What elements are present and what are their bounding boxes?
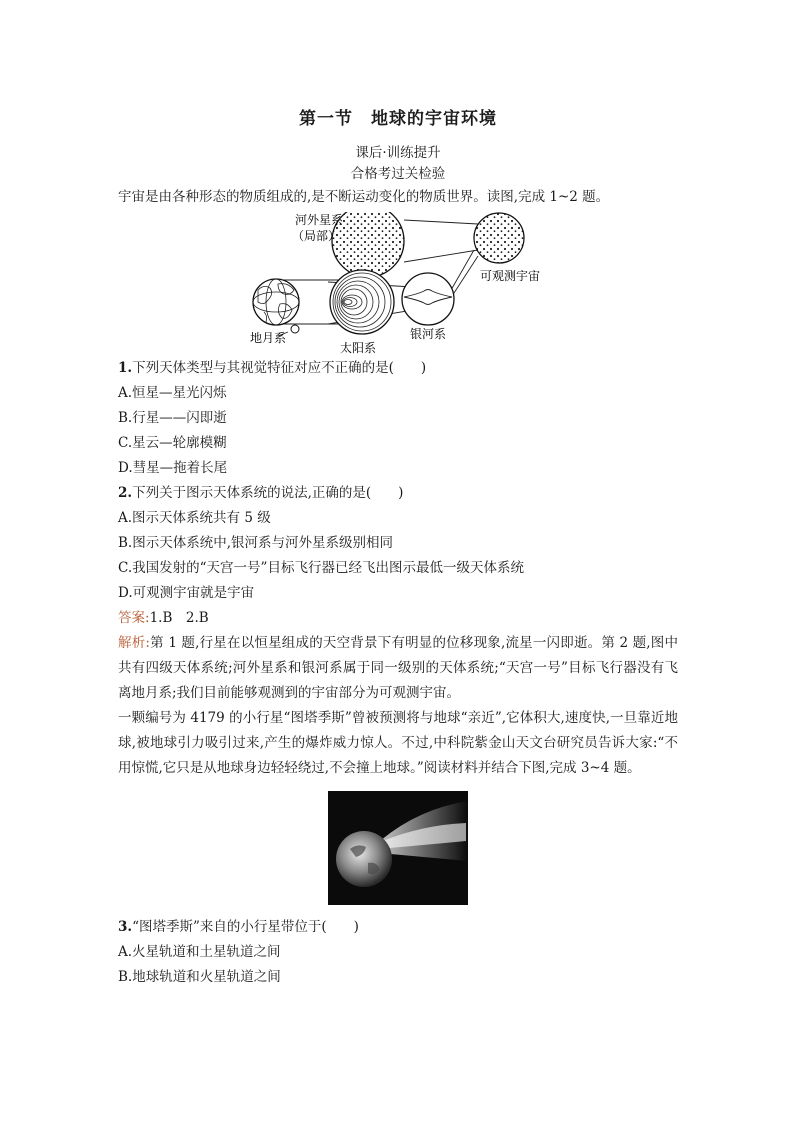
celestial-systems-diagram — [118, 212, 678, 354]
analysis-text: 第 1 题,行星在以恒星组成的天空背景下有明显的位移现象,流星一闪即逝。第 2 题,图中共有四级天体系统;河外星系和银河系属于同一级别的天体系统;“天宫一号”目标飞行器没有飞离地月系;我们目前能够观测到的宇宙部分为可观测宇宙。 — [118, 635, 678, 701]
question-stem: 下列天体类型与其视觉特征对应不正确的是( ) — [132, 360, 427, 376]
answer-text: 1.B 2.B — [149, 610, 209, 626]
answer-line — [118, 606, 678, 631]
question-stem: 下列关于图示天体系统的说法,正确的是( ) — [132, 485, 404, 501]
question-2 — [118, 481, 678, 506]
q3-option-a: A.火星轨道和土星轨道之间 — [118, 944, 281, 960]
question-3 — [118, 915, 678, 940]
q1-option-b: B.行星——闪即逝 — [118, 410, 227, 426]
answer-label: 答案: — [118, 610, 150, 626]
q1-option-d: D.彗星—拖着长尾 — [118, 460, 228, 476]
subtitle-level: 合格考过关检验 — [350, 166, 446, 182]
q1-option-c: C.星云—轮廓模糊 — [118, 435, 227, 451]
q3-option-b: B.地球轨道和火星轨道之间 — [118, 969, 281, 985]
question-1 — [118, 356, 678, 381]
observable-universe-label: 可观测宇宙 — [479, 269, 541, 283]
q1-option-a: A.恒星—星光闪烁 — [118, 385, 227, 401]
q2-option-a: A.图示天体系统共有 5 级 — [118, 510, 271, 526]
asteroid-earth-photo — [328, 791, 468, 905]
subtitle-after-class: 课后·训练提升 — [355, 145, 441, 161]
outer-galaxy-sublabel: （局部） — [291, 229, 340, 243]
solar-system-label: 太阳系 — [339, 341, 377, 354]
question-number: 2. — [118, 485, 133, 501]
q2-option-d: D.可观测宇宙就是宇宙 — [118, 585, 255, 601]
page-title: 第一节 地球的宇宙环境 — [299, 109, 497, 129]
observable-universe-circle — [474, 213, 524, 263]
earth-moon-label: 地月系 — [249, 331, 287, 345]
milky-way-label: 银河系 — [409, 327, 447, 341]
intro-paragraph: 宇宙是由各种形态的物质组成的,是不断运动变化的物质世界。读图,完成 1~2 题。 — [118, 189, 610, 205]
analysis-paragraph — [118, 631, 678, 706]
question-number: 1. — [118, 360, 133, 376]
page-content — [118, 100, 678, 990]
question-stem: “图塔季斯”来自的小行星带位于( ) — [132, 919, 359, 935]
earth-circle — [253, 279, 299, 325]
moon-circle — [291, 325, 299, 333]
passage-paragraph: 一颗编号为 4179 的小行星“图塔季斯”曾被预测将与地球“亲近”,它体积大,速度快,一旦靠近地球,被地球引力吸引过来,产生的爆炸威力惊人。不过,中科院紫金山天文台研究员告诉大家:“不用惊慌,它只是从地球身边轻轻绕过,不会撞上地球。”阅读材料并结合下图,完成 3~4 题。 — [118, 710, 678, 776]
outer-galaxy-label: 河外星系 — [294, 213, 343, 227]
question-number: 3. — [118, 919, 133, 935]
q2-option-c: C.我国发射的“天宫一号”目标飞行器已经飞出图示最低一级天体系统 — [118, 560, 524, 576]
analysis-label: 解析: — [118, 635, 150, 651]
q2-option-b: B.图示天体系统中,银河系与河外星系级别相同 — [118, 535, 394, 551]
